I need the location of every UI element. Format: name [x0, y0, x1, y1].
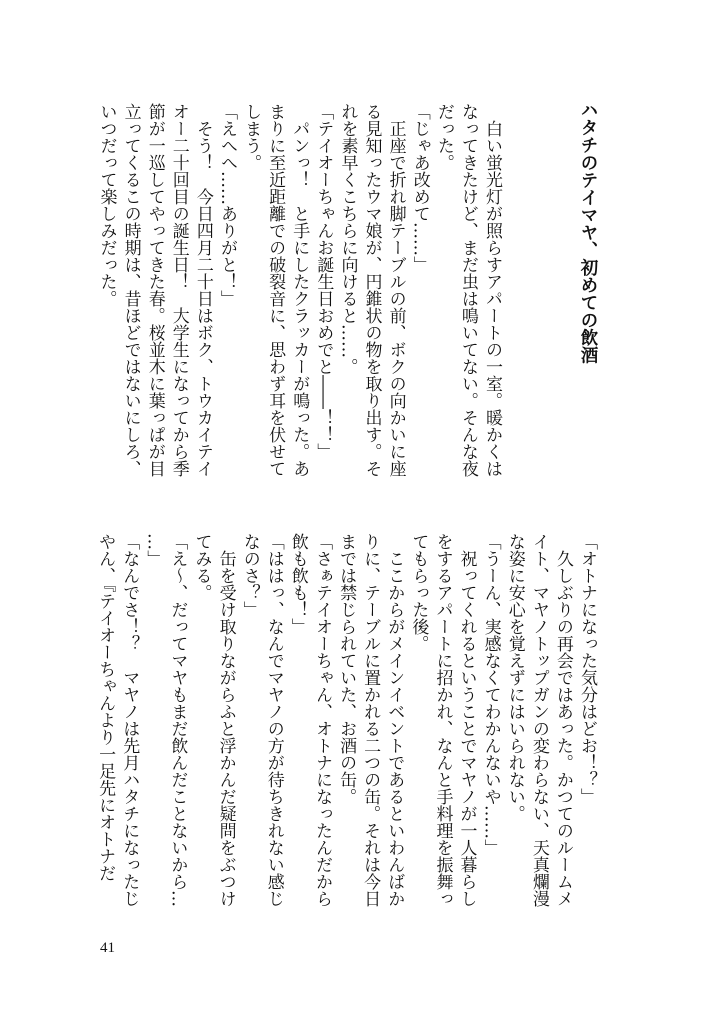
text-line: な姿に安心を覚えずにはいられない。: [504, 533, 525, 822]
text-line: イト、マヤノトップガンの変わらない、天真爛漫: [528, 533, 549, 907]
text-line: 「ははっ、なんでマヤノの方が待ちきれない感じ: [263, 533, 284, 907]
text-line: そう！ 今日四月二十日はボク、トウカイテイ: [192, 103, 213, 477]
page-number: 41: [100, 940, 115, 956]
text-line: 白い蛍光灯が照らすアパートの一室。暖かくは: [482, 103, 502, 477]
text-line: りに、テーブルに置かれる二つの缶。それは今日: [360, 533, 381, 907]
text-line: なってきたけど、まだ虫は鳴いてない。そんな夜: [457, 103, 478, 477]
text-line: ここからがメインイベントであるといわんばか: [384, 533, 405, 907]
text-line: 「えへへ……ありがと！」: [216, 103, 237, 307]
text-line: てみる。: [191, 533, 212, 601]
text-line: までは禁じられていた、お酒の缶。: [336, 533, 357, 805]
text-line: 祝ってくれるということでマヤノが一人暮らし: [456, 533, 477, 907]
text-line: 立ってくるこの時期は、昔ほどではないにしろ、: [120, 103, 141, 477]
text-block-top: [94, 103, 504, 485]
text-line: 節が一巡してやってきた春。桜並木に葉っぱが目: [144, 103, 165, 477]
text-line: れを素早くこちらに向けると……。: [337, 103, 358, 375]
chapter-title: ハタチのテイマヤ、初めての飲酒: [578, 101, 598, 364]
text-line: 「うーん、実感なくてわかんないや……」: [480, 533, 501, 856]
text-block-bottom: [93, 533, 599, 915]
text-line: 「オトナになった気分はどお！？」: [577, 533, 597, 805]
text-line: だった。: [433, 103, 454, 171]
text-line: 正座で折れ脚テーブルの前、ボクの向かいに座: [385, 103, 406, 477]
text-line: る見知ったウマ娘が、円錐状の物を取り出す。そ: [361, 103, 382, 477]
text-line: 「テイオーちゃんお誕生日おめでと――！！」: [313, 103, 334, 460]
text-line: 缶を受け取りながらふと浮かんだ疑問をぶつけ: [215, 533, 236, 907]
text-line: パンっ！ と手にしたクラッカーが鳴った。あ: [289, 103, 310, 477]
text-line: てもらった後。: [408, 533, 429, 652]
text-line: 久しぶりの再会ではあった。かつてのルームメ: [552, 533, 573, 907]
text-line: やん、『テイオーちゃんより一足先にオトナだ: [95, 533, 116, 882]
text-line: 「え～、だってマヤもまだ飲んだことないから…: [167, 533, 188, 907]
text-line: 「なんでさ！？ マヤノは先月ハタチになったじ: [119, 533, 140, 907]
text-line: をするアパートに招かれ、なんと手料理を振舞っ: [432, 533, 453, 907]
text-line: …」: [143, 533, 164, 567]
text-line: なのさ？」: [239, 533, 260, 618]
text-line: オー二十回目の誕生日！ 大学生になってから季: [168, 103, 189, 477]
text-line: まりに至近距離での破裂音に、思わず耳を伏せて: [265, 103, 286, 477]
text-line: 「じゃあ改めて……」: [409, 103, 430, 273]
text-line: しまう。: [241, 103, 262, 171]
text-line: 飲も飲も！」: [287, 533, 308, 635]
text-line: いつだって楽しみだった。: [96, 103, 117, 307]
text-line: 「さぁテイオーちゃん、オトナになったんだから: [311, 533, 332, 907]
